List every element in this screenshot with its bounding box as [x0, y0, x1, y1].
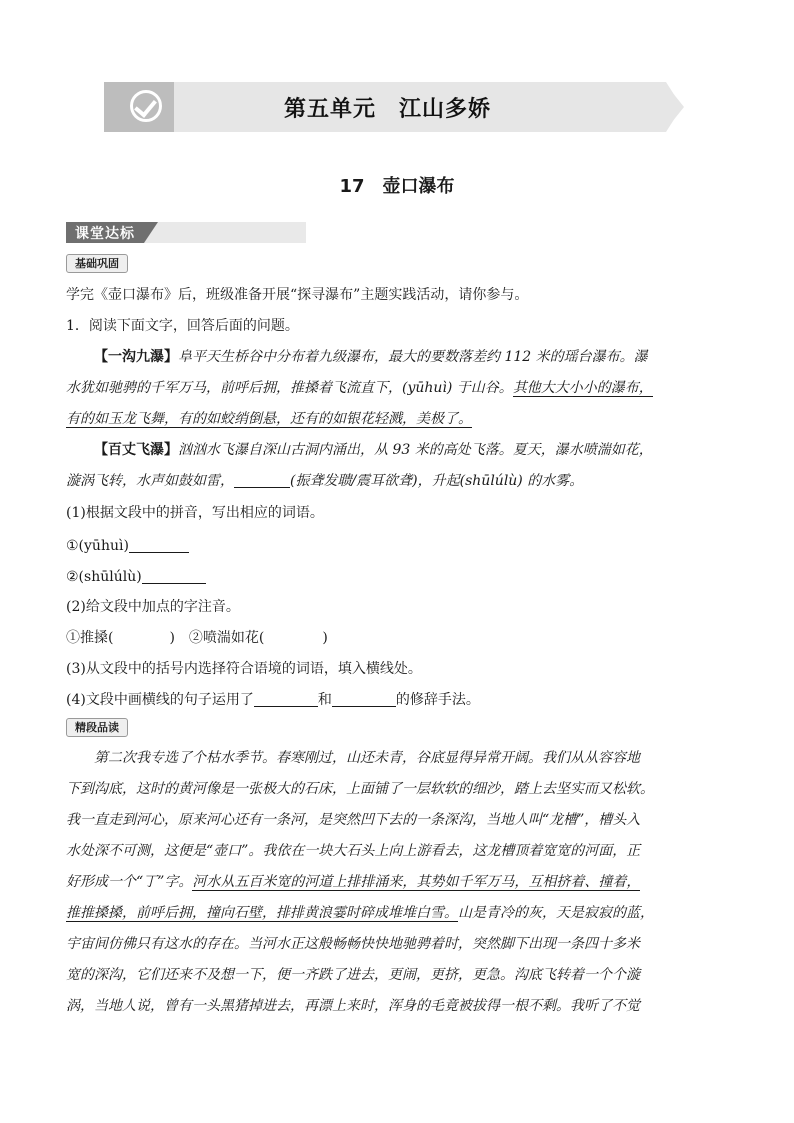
underlined-sentence: 有的如玉龙飞舞，有的如蛟绡倒悬，还有的如银花轻溅，美极了。: [66, 411, 472, 427]
answer-blank[interactable]: [129, 538, 189, 553]
passage-b-line: 【百丈飞瀑】汹汹水飞瀑自深山古洞内涌出，从 93 米的高处飞落。夏天，瀑水喷湍如花，: [94, 442, 653, 458]
passage-a-line: 【一沟九瀑】阜平天生桥谷中分布着九级瀑布，最大的要数落差约 112 米的瑶台瀑布。瀑: [94, 349, 648, 365]
reading-line: 宽的深沟，它们还来不及想一下，便一齐跌了进去，更闹，更挤，更急。沟底飞转着一个个漩: [66, 967, 640, 983]
passage-a-heading: 【一沟九瀑】: [94, 349, 178, 365]
reading-line: 好形成一个“丁”字。河水从五百米宽的河道上排排涌来，其势如千军万马，互相挤着、撞着，: [66, 874, 641, 890]
question-1-3: (3)从文段中的括号内选择符合语境的词语，填入横线处。: [66, 661, 422, 677]
reading-line: 下到沟底，这时的黄河像是一张极大的石床，上面铺了一层软软的细沙，踏上去坚实而又松软。: [66, 781, 654, 797]
reading-line: 推推搡搡，前呼后拥，撞向石壁，排排黄浪霎时碎成堆堆白雪。山是青冷的灰，天是寂寂的蓝，: [66, 905, 654, 921]
intro-text: 学完《壶口瀑布》后，班级准备开展“探寻瀑布”主题实践活动，请你参与。: [66, 287, 529, 303]
answer-blank[interactable]: [332, 692, 396, 707]
unit-banner: [104, 82, 684, 132]
reading-line: 水处深不可测，这便是“壶口”。我依在一块大石头上向上游看去，这龙槽顶着宽宽的河面，正: [66, 843, 641, 859]
section-tag: [66, 222, 306, 243]
answer-blank[interactable]: [142, 569, 206, 584]
reading-line: 我一直走到河心，原来河心还有一条河，是突然凹下去的一条深沟，当地人叫“龙槽”，槽头入: [66, 812, 641, 828]
question-1-2-items: ①推搡( ) ②喷湍如花( ): [66, 630, 328, 646]
underlined-sentence: 其他大大小小的瀑布，: [512, 380, 653, 396]
answer-blank[interactable]: [254, 692, 318, 707]
question-1-title: 1．阅读下面文字，回答后面的问题。: [66, 318, 299, 334]
underlined-sentence: 河水从五百米宽的河道上排排涌来，其势如千军万马，互相挤着、撞着，: [192, 874, 641, 890]
question-1-4: (4)文段中画横线的句子运用了 和 的修辞手法。: [66, 692, 480, 708]
passage-a-line: 水犹如驰骋的千军万马，前呼后拥，推搡着飞流直下，(yūhuì) 于山谷。其他大大小小的瀑布，: [66, 380, 653, 396]
question-1-2: (2)给文段中加点的字注音。: [66, 599, 240, 615]
check-badge-icon: [104, 82, 174, 132]
question-1-1: (1)根据文段中的拼音，写出相应的词语。: [66, 505, 324, 521]
question-1-1-b: ②(shūlúlù): [66, 567, 206, 587]
reading-line: 第二次我专选了个枯水季节。春寒刚过，山还未青，谷底显得异常开阔。我们从从容容地: [94, 750, 640, 766]
subsection-reading-tag: 精段品读: [66, 718, 128, 737]
lesson-title: 17 壶口瀑布: [339, 176, 455, 197]
passage-b-line: 漩涡飞转，水声如鼓如雷， (振聋发聩/震耳欲聋)，升起(shūlúlù) 的水雾。: [66, 473, 584, 489]
fill-blank[interactable]: [234, 473, 290, 488]
section-tag-label: 课堂达标: [75, 226, 135, 242]
subsection-basic-tag: 基础巩固: [66, 254, 128, 273]
unit-title: 第五单元 江山多娇: [284, 97, 492, 122]
underlined-sentence: 推推搡搡，前呼后拥，撞向石壁，排排黄浪霎时碎成堆堆白雪。: [66, 905, 458, 921]
passage-b-heading: 【百丈飞瀑】: [94, 442, 178, 458]
passage-a-line: [66, 409, 472, 429]
reading-line: 涡，当地人说，曾有一头黑猪掉进去，再漂上来时，浑身的毛竟被拔得一根不剩。我听了不觉: [66, 998, 640, 1014]
reading-line: 宇宙间仿佛只有这水的存在。当河水正这般畅畅快快地驰骋着时，突然脚下出现一条四十多米: [66, 936, 640, 952]
question-1-1-a: ①(yūhuì): [66, 536, 189, 556]
